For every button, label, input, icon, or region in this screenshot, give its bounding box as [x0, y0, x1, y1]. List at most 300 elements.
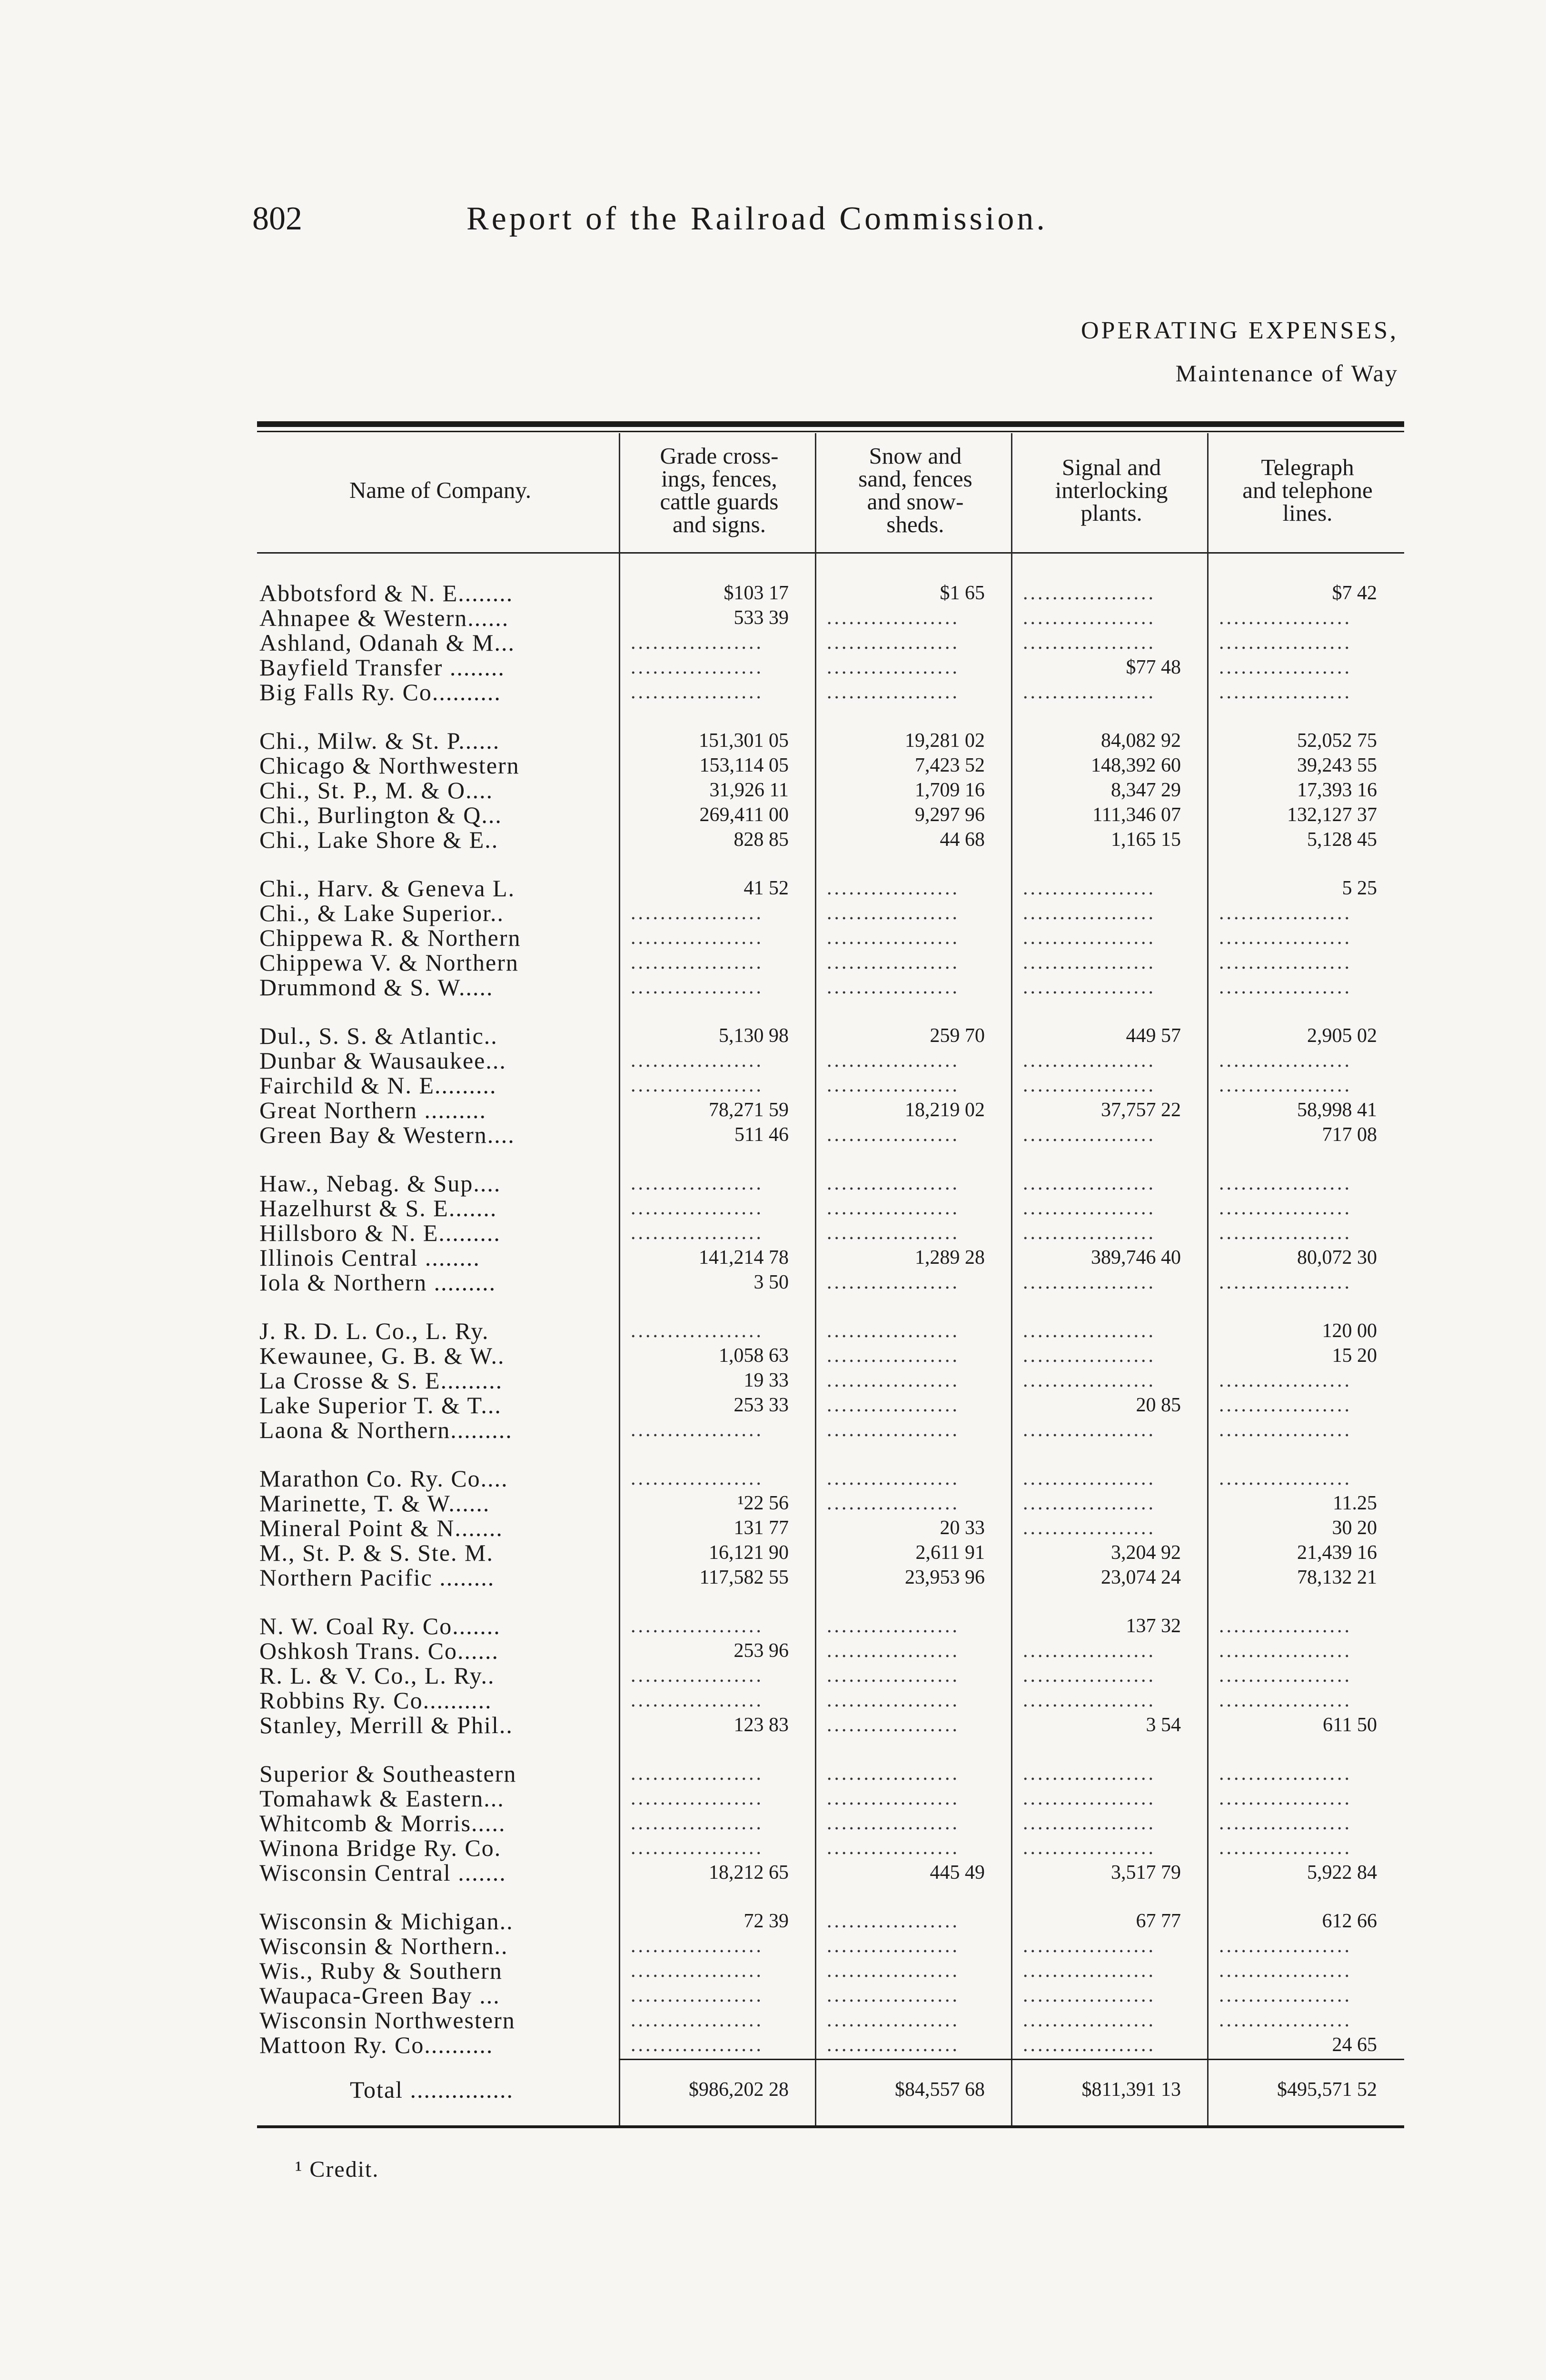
- company-name: Robbins Ry. Co..........: [259, 1687, 492, 1714]
- telegraph-lines-cell: ..................: [1219, 1665, 1352, 1686]
- company-name: Kewaunee, G. B. & W..: [259, 1342, 505, 1369]
- header-line: and snow-: [867, 488, 964, 515]
- table-row: [259, 2008, 1407, 2033]
- snow-sand-cell: ..................: [827, 1124, 960, 1146]
- table-row: [259, 1098, 1407, 1122]
- grade-crossings-cell: ..................: [631, 927, 763, 949]
- company-name: Chippewa V. & Northern: [259, 949, 519, 976]
- snow-sand-cell: 9,297 96: [915, 804, 985, 826]
- grade-crossings-cell: ..................: [631, 1812, 763, 1834]
- grade-crossings-cell: ..................: [631, 2009, 763, 2031]
- company-name: Chi., Burlington & Q...: [259, 802, 502, 828]
- row-group: [259, 1909, 1407, 2057]
- telegraph-lines-cell: ..................: [1219, 1369, 1352, 1391]
- signal-plants-cell: ..................: [1023, 1271, 1156, 1293]
- signal-plants-cell: ..................: [1023, 681, 1156, 703]
- company-name: Winona Bridge Ry. Co.: [259, 1835, 502, 1861]
- snow-sand-cell: ..................: [827, 877, 960, 899]
- grade-crossings-cell: 269,411 00: [699, 804, 789, 826]
- company-name: Illinois Central ........: [259, 1244, 480, 1271]
- table-bottom-rule: [257, 2125, 1404, 2128]
- snow-sand-cell: ..................: [827, 1812, 960, 1834]
- table-row: [259, 1958, 1407, 1983]
- grade-crossings-cell: ..................: [631, 2034, 763, 2056]
- company-name: Ashland, Odanah & M...: [259, 629, 515, 656]
- signal-plants-cell: 3,204 92: [1111, 1542, 1181, 1564]
- company-name: Drummond & S. W.....: [259, 974, 494, 1001]
- table-row: [259, 1786, 1407, 1811]
- company-name: Stanley, Merrill & Phil..: [259, 1712, 513, 1738]
- snow-sand-cell: ..................: [827, 1665, 960, 1686]
- snow-sand-cell: ..................: [827, 1984, 960, 2006]
- company-name: Chicago & Northwestern: [259, 752, 520, 779]
- header-snow-sand: [817, 440, 1013, 540]
- total-telegraph-lines: $495,571 52: [1277, 2079, 1377, 2101]
- telegraph-lines-cell: ..................: [1219, 1615, 1352, 1637]
- signal-plants-cell: ..................: [1023, 1960, 1156, 1982]
- telegraph-lines-cell: 2,905 02: [1307, 1025, 1377, 1047]
- table-row: [259, 1343, 1407, 1368]
- snow-sand-cell: 1,709 16: [915, 779, 985, 801]
- snow-sand-cell: ..................: [827, 1369, 960, 1391]
- telegraph-lines-cell: ..................: [1219, 1935, 1352, 1957]
- signal-plants-cell: ..................: [1023, 2034, 1156, 2056]
- header-line: interlocking: [1055, 477, 1168, 503]
- company-name: Whitcomb & Morris.....: [259, 1810, 506, 1836]
- company-name: Great Northern .........: [259, 1097, 487, 1123]
- header-line: ings, fences,: [661, 466, 777, 492]
- table-row: [259, 1418, 1407, 1442]
- table-row: [259, 605, 1407, 630]
- signal-plants-cell: 389,746 40: [1091, 1247, 1181, 1269]
- grade-crossings-cell: $103 17: [723, 582, 789, 604]
- company-name: Marinette, T. & W......: [259, 1490, 490, 1517]
- table-row: [259, 1516, 1407, 1540]
- grade-crossings-cell: ..................: [631, 1222, 763, 1244]
- snow-sand-cell: $1 65: [940, 582, 985, 604]
- table-row: [259, 1319, 1407, 1343]
- grade-crossings-cell: ..................: [631, 1050, 763, 1071]
- signal-plants-cell: ..................: [1023, 902, 1156, 924]
- telegraph-lines-cell: ..................: [1219, 1984, 1352, 2006]
- table-row: [259, 1368, 1407, 1393]
- grade-crossings-cell: 41 52: [743, 877, 789, 899]
- telegraph-lines-cell: ..................: [1219, 1787, 1352, 1809]
- grade-crossings-cell: ..................: [631, 902, 763, 924]
- snow-sand-cell: 19,281 02: [905, 730, 985, 752]
- table-row: [259, 1983, 1407, 2008]
- signal-plants-cell: 137 32: [1126, 1615, 1181, 1637]
- signal-plants-cell: ..................: [1023, 877, 1156, 899]
- signal-plants-cell: ..................: [1023, 1172, 1156, 1194]
- snow-sand-cell: ..................: [827, 952, 960, 973]
- grade-crossings-cell: 18,212 65: [709, 1862, 789, 1884]
- signal-plants-cell: ..................: [1023, 976, 1156, 998]
- company-name: Wisconsin Central .......: [259, 1859, 506, 1886]
- snow-sand-cell: 18,219 02: [905, 1099, 985, 1121]
- snow-sand-cell: ..................: [827, 1345, 960, 1367]
- header-line: lines.: [1282, 500, 1333, 526]
- total-grade-crossings: $986,202 28: [689, 2079, 789, 2101]
- telegraph-lines-cell: 5 25: [1342, 877, 1377, 899]
- signal-plants-cell: ..................: [1023, 1812, 1156, 1834]
- company-name: Wisconsin & Northern..: [259, 1933, 508, 1959]
- telegraph-lines-cell: 611 50: [1323, 1714, 1377, 1736]
- company-name: N. W. Coal Ry. Co.......: [259, 1613, 501, 1639]
- grade-crossings-cell: ..................: [631, 976, 763, 998]
- signal-plants-cell: ..................: [1023, 952, 1156, 973]
- telegraph-lines-cell: 5,128 45: [1307, 829, 1377, 851]
- signal-plants-cell: ..................: [1023, 632, 1156, 654]
- company-name: La Crosse & S. E.........: [259, 1367, 503, 1394]
- grade-crossings-cell: ..................: [631, 1837, 763, 1859]
- telegraph-lines-cell: ..................: [1219, 1222, 1352, 1244]
- grade-crossings-cell: 253 96: [733, 1640, 789, 1662]
- telegraph-lines-cell: ..................: [1219, 607, 1352, 629]
- signal-plants-cell: 37,757 22: [1101, 1099, 1181, 1121]
- telegraph-lines-cell: ..................: [1219, 1419, 1352, 1441]
- snow-sand-cell: ..................: [827, 1714, 960, 1736]
- table-row: [259, 728, 1407, 753]
- table-row: [259, 1466, 1407, 1491]
- footnote: ¹ Credit.: [295, 2157, 379, 2182]
- telegraph-lines-cell: ..................: [1219, 902, 1352, 924]
- header-telegraph-lines: [1209, 440, 1406, 540]
- grade-crossings-cell: ..................: [631, 1665, 763, 1686]
- signal-plants-cell: ..................: [1023, 1419, 1156, 1441]
- company-name: Dunbar & Wausaukee...: [259, 1047, 506, 1074]
- snow-sand-cell: ..................: [827, 1074, 960, 1096]
- table-row: [259, 1761, 1407, 1786]
- grade-crossings-cell: ..................: [631, 1468, 763, 1489]
- signal-plants-cell: ..................: [1023, 1665, 1156, 1686]
- header-grade-crossings: [621, 440, 817, 540]
- company-name: Chi., Milw. & St. P......: [259, 727, 500, 754]
- snow-sand-cell: ..................: [827, 1419, 960, 1441]
- grade-crossings-cell: 123 83: [733, 1714, 789, 1736]
- telegraph-lines-cell: 21,439 16: [1297, 1542, 1377, 1564]
- header-line: sand, fences: [858, 466, 972, 492]
- row-group: [259, 1319, 1407, 1442]
- signal-plants-cell: 449 57: [1126, 1025, 1181, 1047]
- company-name: Wis., Ruby & Southern: [259, 1957, 503, 1984]
- table-row: [259, 975, 1407, 1000]
- signal-plants-cell: ..................: [1023, 1074, 1156, 1096]
- total-snow-sand: $84,557 68: [895, 2079, 985, 2101]
- snow-sand-cell: ..................: [827, 1910, 960, 1932]
- company-name: Dul., S. S. & Atlantic..: [259, 1022, 498, 1049]
- snow-sand-cell: ..................: [827, 1050, 960, 1071]
- telegraph-lines-cell: 132,127 37: [1287, 804, 1377, 826]
- signal-plants-cell: ..................: [1023, 1222, 1156, 1244]
- table-row: [259, 1688, 1407, 1713]
- grade-crossings-cell: ..................: [631, 656, 763, 678]
- telegraph-lines-cell: 58,998 41: [1297, 1099, 1377, 1121]
- telegraph-lines-cell: ..................: [1219, 656, 1352, 678]
- telegraph-lines-cell: $7 42: [1332, 582, 1377, 604]
- table-row: [259, 1934, 1407, 1958]
- grade-crossings-cell: ..................: [631, 1074, 763, 1096]
- table-row: [259, 1565, 1407, 1590]
- signal-plants-cell: ..................: [1023, 1197, 1156, 1219]
- grade-crossings-cell: 78,271 59: [709, 1099, 789, 1121]
- grade-crossings-cell: ..................: [631, 1984, 763, 2006]
- telegraph-lines-cell: ..................: [1219, 976, 1352, 998]
- company-name: Mattoon Ry. Co..........: [259, 2032, 494, 2058]
- telegraph-lines-cell: ..................: [1219, 1074, 1352, 1096]
- signal-plants-cell: ..................: [1023, 1640, 1156, 1662]
- company-name: Wisconsin & Michigan..: [259, 1908, 514, 1934]
- snow-sand-cell: 1,289 28: [915, 1247, 985, 1269]
- snow-sand-cell: ..................: [827, 1271, 960, 1293]
- company-name: Fairchild & N. E.........: [259, 1072, 497, 1099]
- header-line: and telephone: [1242, 477, 1373, 503]
- telegraph-lines-cell: ..................: [1219, 927, 1352, 949]
- company-name: Waupaca-Green Bay ...: [259, 1982, 500, 2009]
- signal-plants-cell: 84,082 92: [1101, 730, 1181, 752]
- telegraph-lines-cell: ..................: [1219, 1394, 1352, 1416]
- snow-sand-cell: ..................: [827, 632, 960, 654]
- signal-plants-cell: ..................: [1023, 1050, 1156, 1071]
- grade-crossings-cell: 19 33: [743, 1369, 789, 1391]
- signal-plants-cell: ..................: [1023, 1935, 1156, 1957]
- signal-plants-cell: ..................: [1023, 1984, 1156, 2006]
- telegraph-lines-cell: ..................: [1219, 1763, 1352, 1785]
- grade-crossings-cell: ¹22 56: [737, 1492, 789, 1514]
- snow-sand-cell: ..................: [827, 1172, 960, 1194]
- snow-sand-cell: 445 49: [930, 1862, 985, 1884]
- grade-crossings-cell: ..................: [631, 1197, 763, 1219]
- telegraph-lines-cell: ..................: [1219, 632, 1352, 654]
- snow-sand-cell: ..................: [827, 1935, 960, 1957]
- grade-crossings-cell: ..................: [631, 1787, 763, 1809]
- signal-plants-cell: ..................: [1023, 2009, 1156, 2031]
- table-row: [259, 1713, 1407, 1737]
- telegraph-lines-cell: ..................: [1219, 1812, 1352, 1834]
- company-name: Northern Pacific ........: [259, 1564, 495, 1591]
- telegraph-lines-cell: ..................: [1219, 2009, 1352, 2031]
- header-company: Name of Company.: [349, 477, 531, 503]
- signal-plants-cell: 67 77: [1136, 1910, 1181, 1932]
- snow-sand-cell: ..................: [827, 1320, 960, 1342]
- telegraph-lines-cell: ..................: [1219, 1468, 1352, 1489]
- grade-crossings-cell: ..................: [631, 1935, 763, 1957]
- telegraph-lines-cell: ..................: [1219, 1640, 1352, 1662]
- table-top-rule: [257, 421, 1404, 427]
- table-row: [259, 1811, 1407, 1835]
- telegraph-lines-cell: 80,072 30: [1297, 1247, 1377, 1269]
- snow-sand-cell: ..................: [827, 607, 960, 629]
- snow-sand-cell: ..................: [827, 2009, 960, 2031]
- signal-plants-cell: $77 48: [1126, 656, 1181, 678]
- table-row: [259, 1860, 1407, 1885]
- snow-sand-cell: ..................: [827, 2034, 960, 2056]
- grade-crossings-cell: ..................: [631, 952, 763, 973]
- grade-crossings-cell: ..................: [631, 1320, 763, 1342]
- table-row: [259, 1122, 1407, 1147]
- table-row: [259, 1171, 1407, 1196]
- snow-sand-cell: ..................: [827, 1222, 960, 1244]
- signal-plants-cell: 1,165 15: [1111, 829, 1181, 851]
- header-line: sheds.: [886, 511, 944, 537]
- report-title: Report of the Railroad Commission.: [466, 200, 1048, 237]
- telegraph-lines-cell: ..................: [1219, 1271, 1352, 1293]
- company-name: Superior & Southeastern: [259, 1760, 517, 1787]
- snow-sand-cell: ..................: [827, 976, 960, 998]
- company-name: Iola & Northern .........: [259, 1269, 496, 1296]
- grade-crossings-cell: 511 46: [734, 1124, 789, 1146]
- company-name: Chi., & Lake Superior..: [259, 900, 504, 926]
- telegraph-lines-cell: 11.25: [1333, 1492, 1377, 1514]
- company-name: Laona & Northern.........: [259, 1417, 513, 1443]
- telegraph-lines-cell: 5,922 84: [1307, 1862, 1377, 1884]
- company-name: Tomahawk & Eastern...: [259, 1785, 505, 1812]
- snow-sand-cell: 259 70: [930, 1025, 985, 1047]
- table-row: [259, 680, 1407, 704]
- table-row: [259, 1491, 1407, 1516]
- header-line: Telegraph: [1261, 454, 1354, 480]
- signal-plants-cell: ..................: [1023, 582, 1156, 604]
- grade-crossings-cell: ..................: [631, 1763, 763, 1785]
- company-name: Chippewa R. & Northern: [259, 924, 521, 951]
- total-label: Total ...............: [350, 2076, 514, 2103]
- grade-crossings-cell: ..................: [631, 1419, 763, 1441]
- header-line: plants.: [1080, 500, 1142, 526]
- snow-sand-cell: ..................: [827, 1640, 960, 1662]
- grade-crossings-cell: 16,121 90: [709, 1542, 789, 1564]
- table-row: [259, 1638, 1407, 1663]
- signal-plants-cell: 111,346 07: [1092, 804, 1181, 826]
- telegraph-lines-cell: ..................: [1219, 1837, 1352, 1859]
- page-number: 802: [252, 200, 302, 237]
- section-title: OPERATING EXPENSES,: [1080, 317, 1398, 344]
- grade-crossings-cell: 1,058 63: [719, 1345, 789, 1367]
- header-line: Grade cross-: [660, 443, 779, 469]
- table-row: [259, 901, 1407, 925]
- header-line: Snow and: [869, 443, 962, 469]
- total-row: [259, 2075, 1407, 2104]
- signal-plants-cell: 8,347 29: [1111, 779, 1181, 801]
- table-row: [259, 753, 1407, 778]
- header-line: Signal and: [1061, 454, 1161, 480]
- snow-sand-cell: ..................: [827, 1197, 960, 1219]
- table-row: [259, 1073, 1407, 1098]
- signal-plants-cell: ..................: [1023, 1345, 1156, 1367]
- telegraph-lines-cell: 78,132 21: [1297, 1567, 1377, 1588]
- grade-crossings-cell: ..................: [631, 1172, 763, 1194]
- snow-sand-cell: ..................: [827, 927, 960, 949]
- grade-crossings-cell: ..................: [631, 681, 763, 703]
- snow-sand-cell: ..................: [827, 1689, 960, 1711]
- table-row: [259, 1835, 1407, 1860]
- telegraph-lines-cell: 612 66: [1322, 1910, 1377, 1932]
- company-name: Mineral Point & N.......: [259, 1515, 503, 1541]
- grade-crossings-cell: 253 33: [733, 1394, 789, 1416]
- header-line: and signs.: [673, 511, 766, 537]
- row-group: [259, 1614, 1407, 1737]
- signal-plants-cell: ..................: [1023, 1763, 1156, 1785]
- company-name: R. L. & V. Co., L. Ry..: [259, 1662, 495, 1689]
- table-row: [259, 950, 1407, 975]
- table-row: [259, 1614, 1407, 1638]
- total-top-rule: [619, 2059, 1404, 2060]
- table-top-rule-thin: [257, 431, 1404, 432]
- telegraph-lines-cell: ..................: [1219, 1172, 1352, 1194]
- company-name: Lake Superior T. & T...: [259, 1392, 502, 1418]
- signal-plants-cell: ..................: [1023, 927, 1156, 949]
- section-subtitle: Maintenance of Way: [1175, 360, 1398, 387]
- company-name: Chi., St. P., M. & O....: [259, 777, 494, 803]
- table-row: [259, 2033, 1407, 2057]
- grade-crossings-cell: 828 85: [733, 829, 789, 851]
- telegraph-lines-cell: 24 65: [1332, 2034, 1377, 2056]
- header-line: cattle guards: [660, 488, 779, 515]
- telegraph-lines-cell: ..................: [1219, 952, 1352, 973]
- table-row: [259, 803, 1407, 827]
- company-name: Bayfield Transfer ........: [259, 654, 505, 681]
- company-name: Ahnapee & Western......: [259, 605, 509, 631]
- signal-plants-cell: ..................: [1023, 1492, 1156, 1514]
- snow-sand-cell: ..................: [827, 1960, 960, 1982]
- grade-crossings-cell: 533 39: [733, 607, 789, 629]
- telegraph-lines-cell: 39,243 55: [1297, 754, 1377, 776]
- telegraph-lines-cell: ..................: [1219, 1050, 1352, 1071]
- table-body: [259, 581, 1407, 2081]
- table-row: [259, 1540, 1407, 1565]
- snow-sand-cell: 20 33: [940, 1517, 985, 1539]
- row-group: [259, 876, 1407, 1000]
- row-group: [259, 1171, 1407, 1295]
- telegraph-lines-cell: 30 20: [1332, 1517, 1377, 1539]
- grade-crossings-cell: 117,582 55: [699, 1567, 789, 1588]
- telegraph-lines-cell: ..................: [1219, 681, 1352, 703]
- signal-plants-cell: ..................: [1023, 1517, 1156, 1539]
- company-name: J. R. D. L. Co., L. Ry.: [259, 1318, 489, 1344]
- snow-sand-cell: ..................: [827, 1492, 960, 1514]
- row-group: [259, 1466, 1407, 1590]
- grade-crossings-cell: ..................: [631, 1960, 763, 1982]
- snow-sand-cell: 2,611 91: [915, 1542, 985, 1564]
- signal-plants-cell: 23,074 24: [1101, 1567, 1181, 1588]
- table-row: [259, 925, 1407, 950]
- table-row: [259, 1196, 1407, 1220]
- signal-plants-cell: 20 85: [1136, 1394, 1181, 1416]
- signal-plants-cell: 148,392 60: [1091, 754, 1181, 776]
- row-group: [259, 728, 1407, 852]
- table-row: [259, 778, 1407, 803]
- signal-plants-cell: ..................: [1023, 1124, 1156, 1146]
- table-row: [259, 1663, 1407, 1688]
- table-row: [259, 1393, 1407, 1418]
- company-name: Chi., Lake Shore & E..: [259, 826, 499, 853]
- grade-crossings-cell: 72 39: [743, 1910, 789, 1932]
- grade-crossings-cell: 151,301 05: [699, 730, 789, 752]
- grade-crossings-cell: 141,214 78: [699, 1247, 789, 1269]
- table-row: [259, 630, 1407, 655]
- snow-sand-cell: ..................: [827, 1394, 960, 1416]
- company-name: Green Bay & Western....: [259, 1121, 515, 1148]
- table-row: [259, 581, 1407, 605]
- company-name: Big Falls Ry. Co..........: [259, 679, 501, 705]
- snow-sand-cell: ..................: [827, 902, 960, 924]
- company-name: M., St. P. & S. Ste. M.: [259, 1539, 494, 1566]
- table-row: [259, 1048, 1407, 1073]
- table-row: [259, 827, 1407, 852]
- header-bottom-rule: [257, 552, 1404, 554]
- signal-plants-cell: ..................: [1023, 1837, 1156, 1859]
- snow-sand-cell: ..................: [827, 1837, 960, 1859]
- header-signal-plants: [1013, 440, 1209, 540]
